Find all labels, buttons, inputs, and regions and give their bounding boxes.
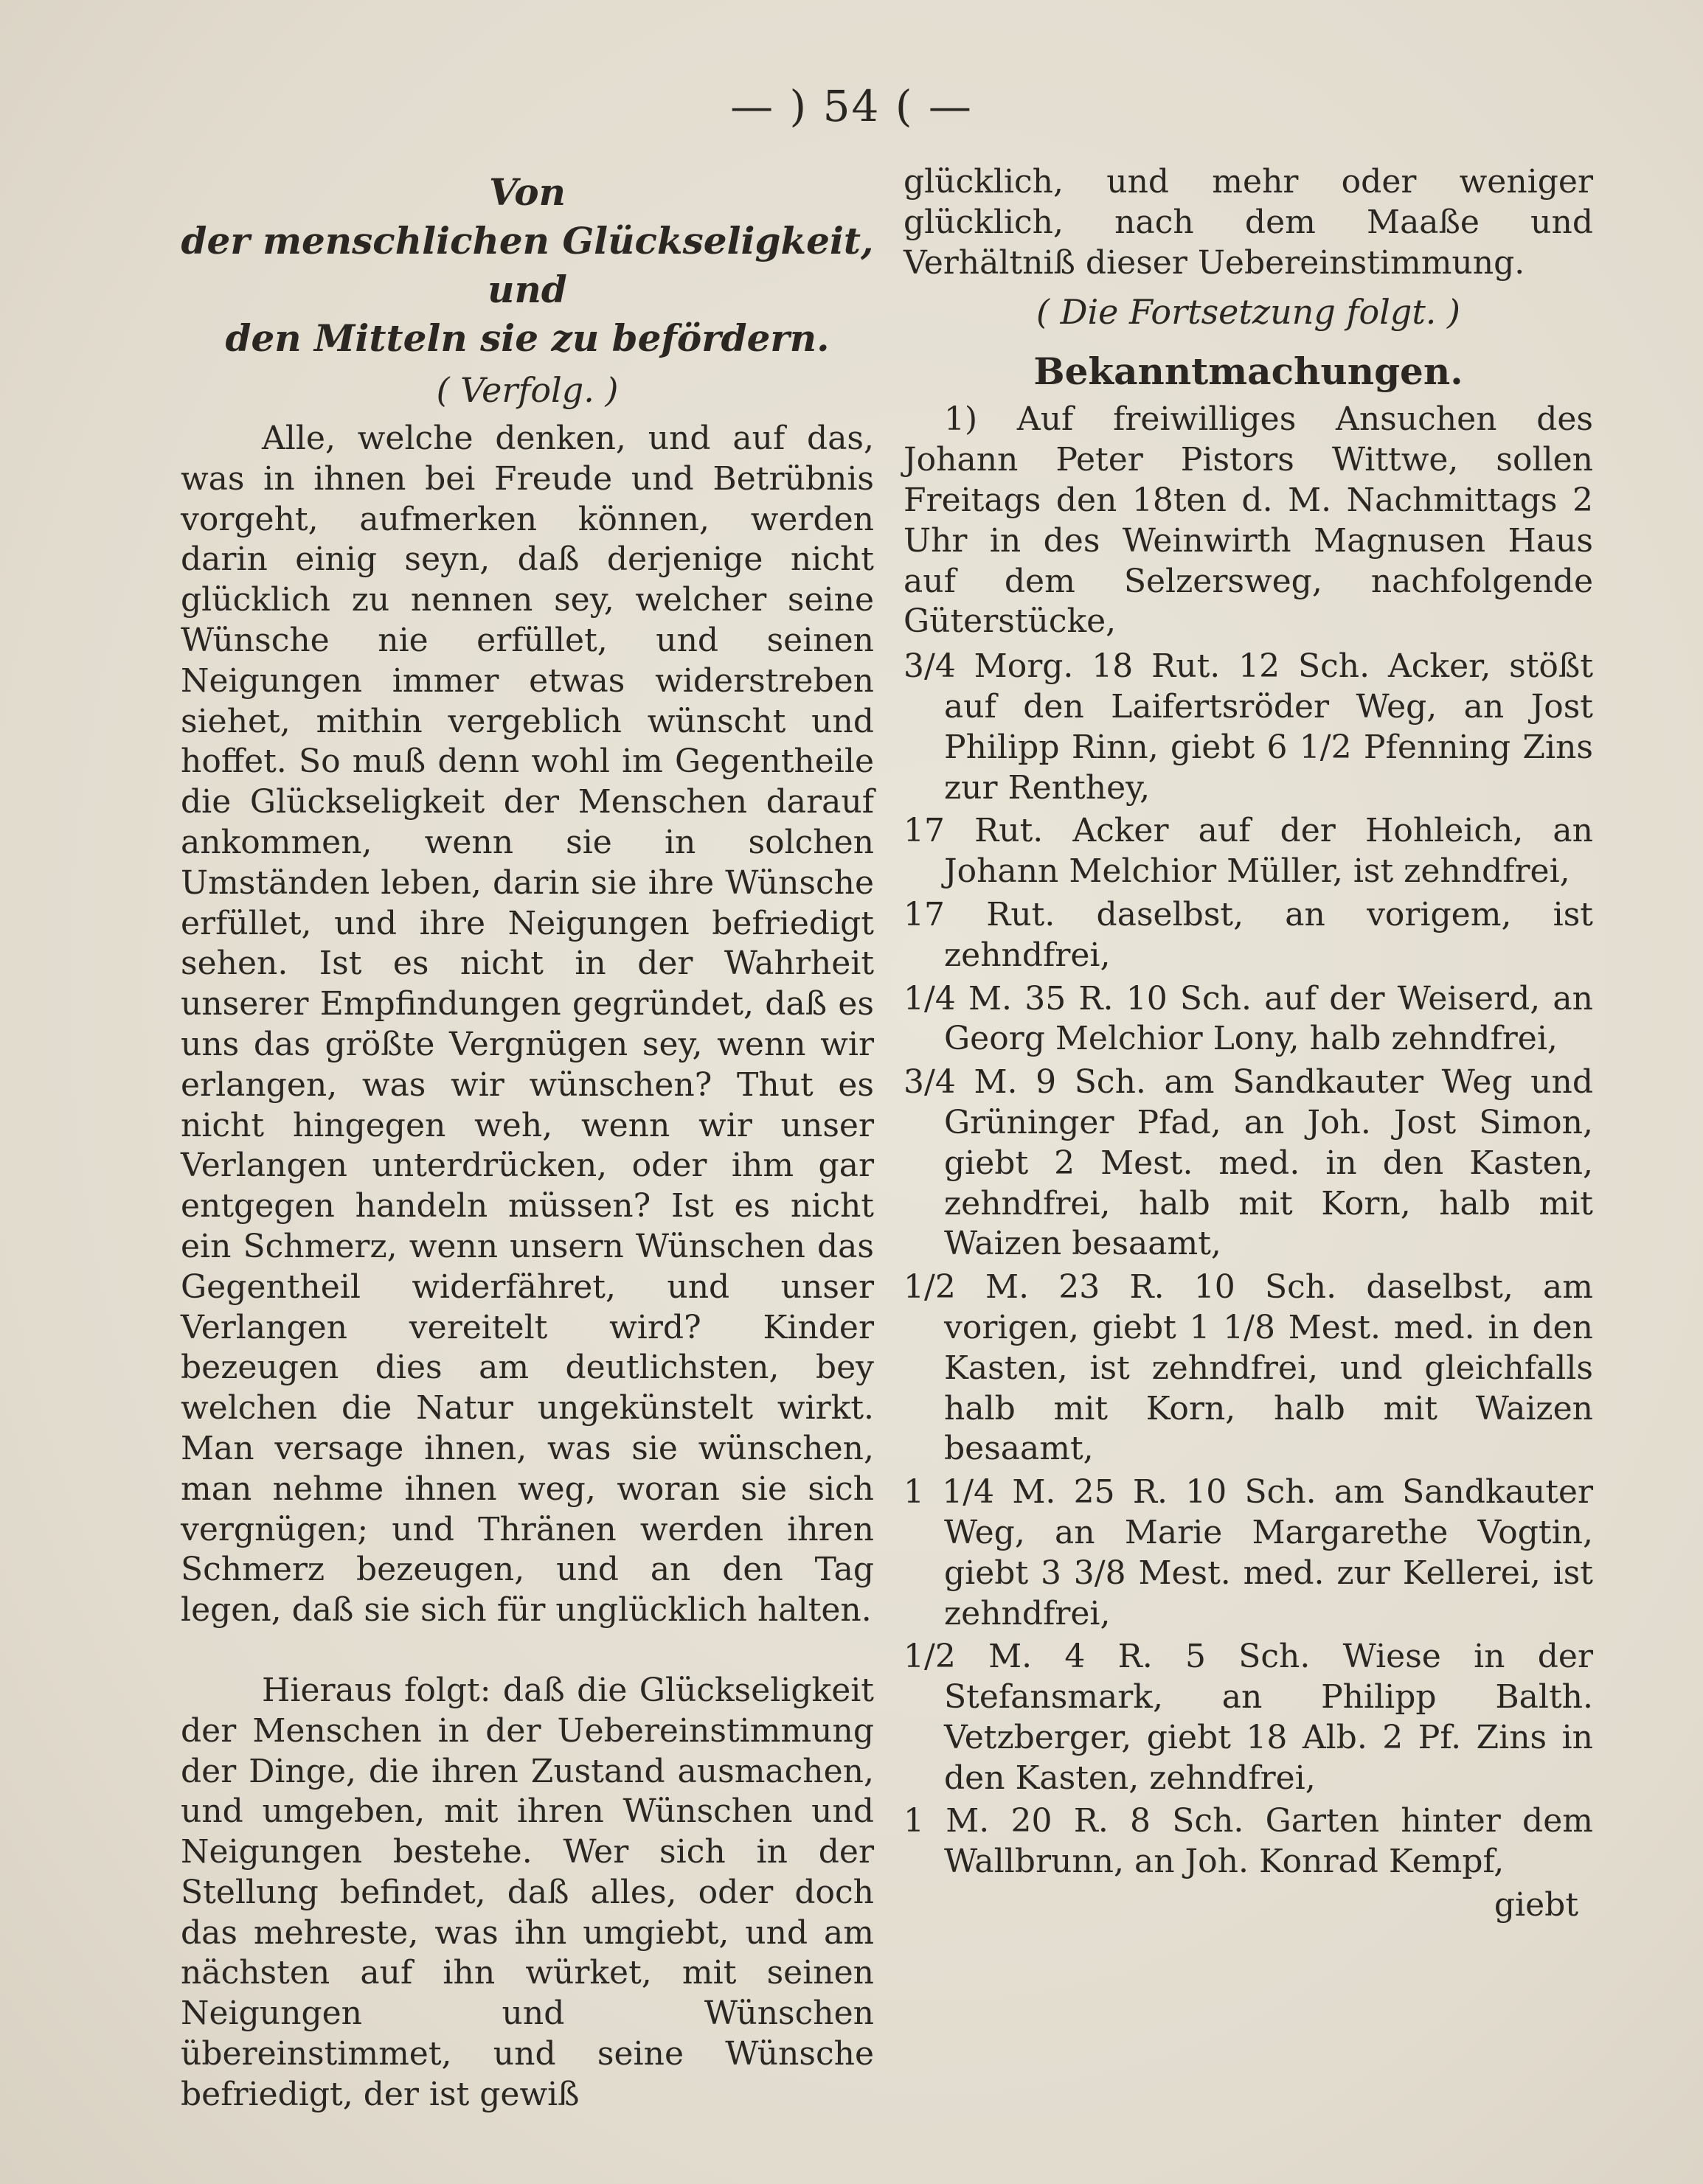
list-item: 17 Rut. daselbst, an vorigem, ist zehndfrei, <box>903 895 1593 974</box>
article-paragraph-1: Alle, welche denken, und auf das, was in ihnen bei Freude und Betrübnis vorgeht, aufmerken können, werden darin einig seyn, daß derjenige nicht glücklich zu nennen sey, welcher seine Wünsche nie erfüllet, und seinen Neigungen immer etwas widerstreben siehet, mithin vergeblich wünscht und hoffet. So muß denn wohl im Gegentheile die Glückseligkeit der Menschen darauf ankommen, wenn sie in solchen Umständen leben, darin sie ihre Wünsche erfüllet, und ihre Neigungen befriedigt sehen. Ist es nicht in der Wahrheit unserer Empfindungen gegründet, daß es uns das größte Vergnügen sey, wenn wir erlangen, was wir wünschen? Thut es nicht hingegen weh, wenn wir unser Verlangen unterdrücken, oder ihm gar entgegen handeln müssen? Ist es nicht ein Schmerz, wenn unsern Wünschen das Gegentheil widerfähret, und unser Verlangen vereitelt wird? Kinder bezeugen dies am deutlichsten, bey welchen die Natur ungekünstelt wirkt. Man versage ihnen, was sie wünschen, man nehme ihnen weg, woran sie sich vergnügen; und Thränen werden ihren Schmerz bezeugen, und an den Tag legen, daß sie sich für unglücklich halten. <box>181 420 874 1630</box>
to-be-continued-note: ( Die Fortsetzung folgt. ) <box>1036 292 1460 333</box>
catchword: giebt <box>1494 1886 1578 1924</box>
list-item: 1 1/4 M. 25 R. 10 Sch. am Sandkauter Weg, an Marie Margarethe Vogtin, giebt 3 3/8 Mest. med. zur Kellerei, ist zehndfrei, <box>903 1473 1593 1632</box>
article-paragraph-2: Hieraus folgt: daß die Glückseligkeit der Menschen in der Uebereinstimmung der Dinge, die ihren Zustand ausmachen, und umgeben, mit ihren Wünschen und Neigungen bestehe. Wer sich in der Stellung befindet, daß alles, oder doch das mehreste, was ihn umgiebt, und am nächsten auf ihn würket, mit seinen Neigungen und Wünschen übereinstimmet, und seine Wünsche befriedigt, der ist gewiß <box>181 1671 874 2113</box>
list-item: 3/4 Morg. 18 Rut. 12 Sch. Acker, stößt auf den Laifertsröder Weg, an Jost Philipp Rinn, giebt 6 1/2 Pfenning Zins zur Renthey, <box>903 647 1593 807</box>
right-column <box>903 162 1593 1925</box>
announcement-intro: 1) Auf freiwilliges Ansuchen des Johann Peter Pistors Wittwe, sollen Freitags den 18ten d. M. Nachmittags 2 Uhr in des Weinwirth Magnusen Haus auf dem Selzersweg, nachfolgende Güterstücke, <box>903 400 1593 641</box>
list-item: 1/2 M. 4 R. 5 Sch. Wiese in der Stefansmark, an Philipp Balth. Vetzberger, giebt 18 Alb. 2 Pf. Zins in den Kasten, zehndfrei, <box>903 1638 1593 1797</box>
list-item: 3/4 M. 9 Sch. am Sandkauter Weg und Grüninger Pfad, an Joh. Jost Simon, giebt 2 Mest. med. in den Kasten, zehndfrei, halb mit Korn, halb mit Waizen besaamt, <box>903 1063 1593 1263</box>
property-list <box>903 647 1593 1882</box>
article-title-line3: den Mitteln sie zu befördern. <box>225 316 830 360</box>
article-title-line2: der menschlichen Glückseligkeit, und <box>181 219 874 311</box>
announcements-title: Bekanntmachungen. <box>1033 349 1463 394</box>
continuation-note: ( Verfolg. ) <box>436 370 619 410</box>
list-item: 17 Rut. Acker auf der Hohleich, an Johann Melchior Müller, ist zehndfrei, <box>903 812 1593 891</box>
article-title-line1: Von <box>489 170 566 214</box>
article-paragraph-3: glücklich, und mehr oder weniger glücklich, nach dem Maaße und Verhältniß dieser Uebereinstimmung. <box>903 163 1593 282</box>
list-item: 1 M. 20 R. 8 Sch. Garten hinter dem Wallbrunn, an Joh. Konrad Kempf, <box>903 1802 1593 1881</box>
page-number: — ) 54 ( — <box>730 81 973 131</box>
list-item: 1/2 M. 23 R. 10 Sch. daselbst, am vorigen, giebt 1 1/8 Mest. med. in den Kasten, ist zehndfrei, und gleichfalls halb mit Korn, halb mit Waizen besaamt, <box>903 1268 1593 1468</box>
left-column <box>181 162 874 2115</box>
list-item: 1/4 M. 35 R. 10 Sch. auf der Weiserd, an Georg Melchior Lony, halb zehndfrei, <box>903 979 1593 1058</box>
